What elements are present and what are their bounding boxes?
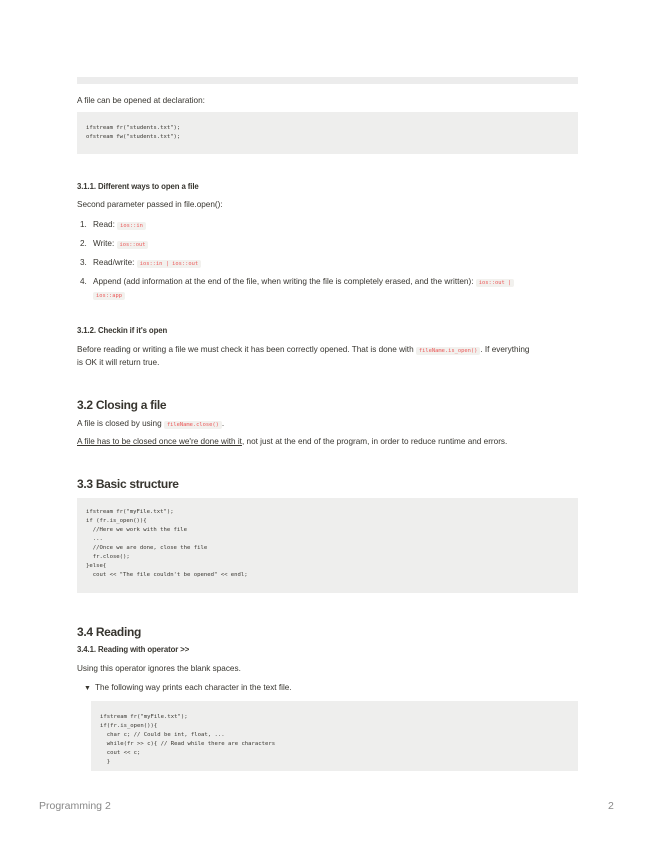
code-block-basic-structure	[77, 498, 578, 593]
open-modes-intro: Second parameter passed in file.open():	[77, 200, 223, 209]
code-block-open-declaration	[77, 112, 578, 154]
list-number: 1.	[80, 220, 87, 229]
toggle-label: The following way prints each character in the text file.	[95, 683, 292, 692]
heading-3-2: 3.2 Closing a file	[77, 398, 167, 412]
underlined-text: A file has to be closed once we're done with it	[77, 437, 242, 446]
inline-code: ios::out |	[476, 279, 514, 287]
text: , not just at the end of the program, in order to reduce runtime and errors.	[241, 437, 508, 446]
inline-code: ios::in	[117, 222, 146, 230]
reading-text: Using this operator ignores the blank spaces.	[77, 664, 241, 673]
inline-code: ios::app	[93, 292, 125, 300]
closing-note	[77, 436, 582, 447]
heading-3-1-1: 3.1.1. Different ways to open a file	[77, 182, 199, 191]
list-item	[80, 219, 146, 232]
heading-3-4-1: 3.4.1. Reading with operator >>	[77, 645, 190, 654]
code-block-reading	[91, 701, 578, 771]
inline-code: fileName.is_open()	[416, 347, 480, 355]
text: Before reading or writing a file we must check it has been correctly opened. That is done with	[77, 345, 414, 354]
inline-code: ios::in | ios::out	[137, 260, 201, 268]
list-number: 3.	[80, 258, 87, 267]
text: . If everything	[480, 345, 530, 354]
page-number: 2	[608, 800, 614, 812]
check-open-text	[77, 344, 582, 357]
heading-3-1-2: 3.1.2. Checkin if it's open	[77, 326, 168, 335]
heading-3-3: 3.3 Basic structure	[77, 477, 179, 491]
triangle-down-icon[interactable]: ▼	[84, 685, 91, 692]
list-label: Append (add information at the end of the file, when writing the file is completely erased, and the written):	[93, 277, 474, 286]
code-text: ifstream fr("students.txt"); ofstream fw("students.txt");	[86, 125, 181, 140]
footer-title: Programming 2	[39, 800, 111, 812]
check-open-text-line2: is OK it will return true.	[77, 358, 160, 367]
intro-text: A file can be opened at declaration:	[77, 96, 205, 105]
list-number: 4.	[80, 277, 87, 286]
code-text: ifstream fr("myFile.txt"); if(fr.is_open()){ char c; // Could be int, float, ... while(fr >> c){ // Read while there are characters cout << c; }	[100, 714, 276, 765]
list-label: Read:	[93, 220, 115, 229]
heading-3-4: 3.4 Reading	[77, 625, 142, 639]
inline-code: ios::out	[117, 241, 149, 249]
list-label: Read/write:	[93, 258, 135, 267]
inline-code: fileName.close()	[164, 421, 222, 429]
text: A file is closed by using	[77, 419, 162, 428]
list-item	[80, 238, 148, 251]
list-item	[80, 276, 580, 289]
code-text: ifstream fr("myFile.txt"); if (fr.is_open()){ //Here we work with the file ... //Once we are done, close the file fr.close(); }else{ cout << "The file couldn't be opened" << endl;	[86, 509, 248, 578]
text: .	[221, 419, 225, 428]
list-label: Write:	[93, 239, 115, 248]
list-number: 2.	[80, 239, 87, 248]
closing-text	[77, 418, 224, 431]
code-block-top-remnant	[77, 77, 578, 84]
list-item	[80, 257, 201, 270]
toggle-block[interactable]	[84, 683, 292, 692]
list-item-continuation	[93, 289, 125, 302]
